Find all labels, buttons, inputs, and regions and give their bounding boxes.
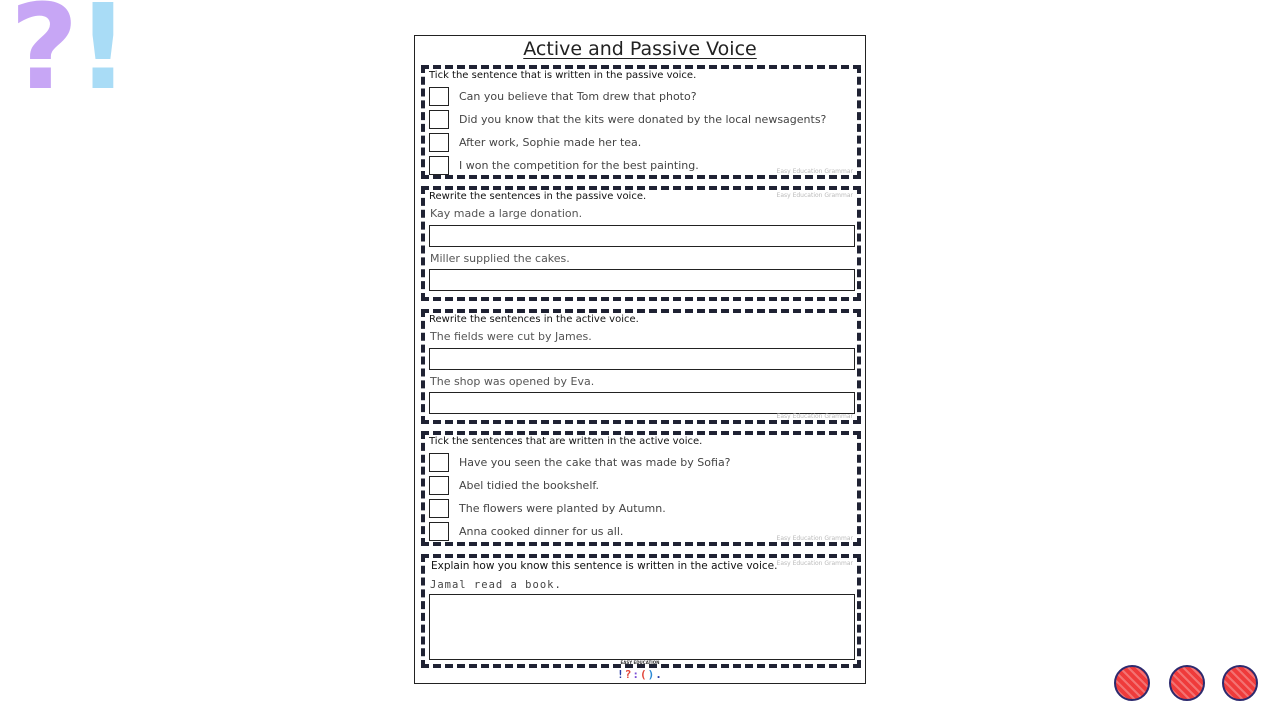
section-prompt: Explain how you know this sentence is written in the active voice. [431,560,778,572]
explanation-box[interactable] [429,594,855,660]
section-tick-active [421,431,861,546]
sentence-text: The fields were cut by James. [430,330,592,343]
answer-box[interactable] [429,225,855,247]
section-prompt: Rewrite the sentences in the passive voice. [429,191,647,202]
watermark: Easy Education Grammar [776,168,853,175]
nav-dot-2[interactable] [1169,665,1205,701]
exclamation-mark-decoration: ! [76,0,130,116]
option-text: Abel tidied the bookshelf. [459,479,599,492]
section-explain [421,554,861,668]
section-rewrite-active [421,309,861,424]
nav-dot-1[interactable] [1114,665,1150,701]
tick-box[interactable] [429,522,449,541]
tick-box[interactable] [429,133,449,152]
sentence-text: Kay made a large donation. [430,207,583,220]
option-text: Can you believe that Tom drew that photo? [459,90,697,103]
answer-box[interactable] [429,269,855,291]
tick-box[interactable] [429,156,449,175]
section-prompt: Rewrite the sentences in the active voice. [429,314,639,325]
easy-education-logo: EASY EDUCATION !?:(). [617,660,663,681]
option-text: Have you seen the cake that was made by Sofia? [459,456,731,469]
question-mark-decoration: ? [10,0,79,116]
tick-box[interactable] [429,476,449,495]
logo-mark: !?:(). [617,668,663,681]
option-text: I won the competition for the best painting. [459,159,699,172]
sentence-text: Miller supplied the cakes. [430,252,570,265]
tick-box[interactable] [429,453,449,472]
option-text: Anna cooked dinner for us all. [459,525,624,538]
option-text: The flowers were planted by Autumn. [459,502,666,515]
tick-box[interactable] [429,110,449,129]
option-text: After work, Sophie made her tea. [459,136,642,149]
section-prompt: Tick the sentences that are written in the active voice. [429,436,703,447]
sentence-text: Jamal read a book. [430,579,562,591]
tick-box[interactable] [429,499,449,518]
watermark: Easy Education Grammar [776,413,853,420]
watermark: Easy Education Grammar [776,560,853,567]
watermark: Easy Education Grammar [776,192,853,199]
nav-dot-3[interactable] [1222,665,1258,701]
section-rewrite-passive [421,186,861,301]
section-prompt: Tick the sentence that is written in the passive voice. [429,70,697,81]
answer-box[interactable] [429,392,855,414]
option-text: Did you know that the kits were donated by the local newsagents? [459,113,827,126]
watermark: Easy Education Grammar [776,535,853,542]
worksheet-page [414,35,866,684]
tick-box[interactable] [429,87,449,106]
worksheet-title: Active and Passive Voice [523,38,757,60]
section-tick-passive [421,65,861,179]
answer-box[interactable] [429,348,855,370]
sentence-text: The shop was opened by Eva. [430,375,595,388]
